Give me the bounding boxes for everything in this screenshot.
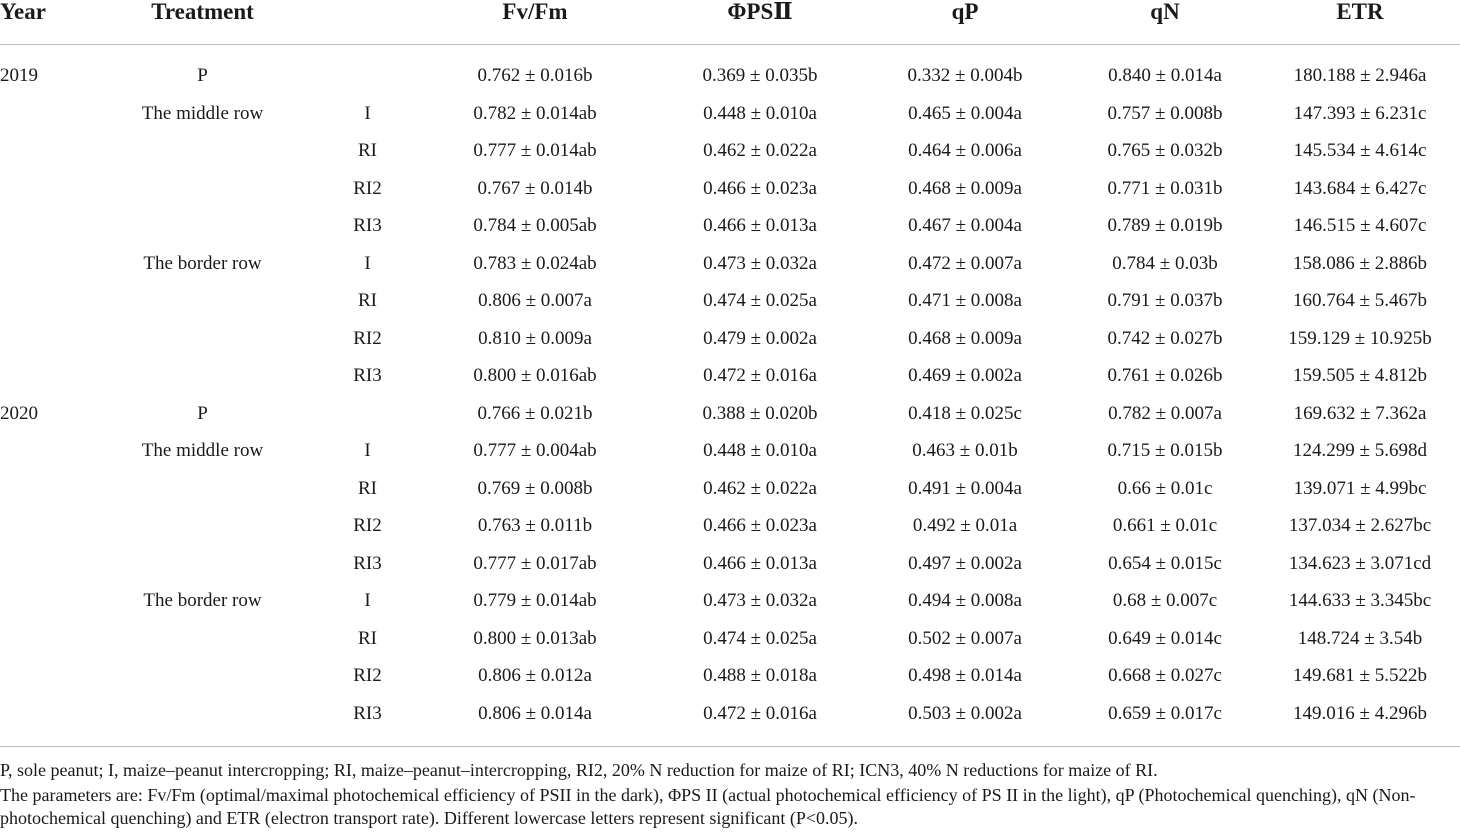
cell-etr: 159.505 ± 4.812b (1293, 365, 1427, 387)
cell-qp: 0.418 ± 0.025c (908, 402, 1022, 424)
cell-fvfm: 0.767 ± 0.014b (477, 177, 593, 199)
cell-qp: 0.492 ± 0.01a (912, 515, 1018, 537)
cell-subtreatment: I (364, 440, 371, 462)
table-row (0, 620, 1460, 658)
cell-subtreatment: RI (358, 290, 377, 312)
cell-qp: 0.494 ± 0.008a (908, 590, 1022, 612)
cell-year: 2020 (0, 402, 38, 424)
cell-qp: 0.491 ± 0.004a (908, 477, 1022, 499)
footnote-parameters: The parameters are: Fv/Fm (optimal/maximal photochemical efficiency of PSII in the dark), ΦPS II (actual photochemical efficiency of PS II in the light), qP (Photochemical quenching), qN (Non-photochemical quenching) and ETR (electron transport rate). Different lowercase letters represent significant (P<0.05). (0, 785, 1416, 828)
table-row (0, 45, 1460, 95)
cell-qn: 0.757 ± 0.008b (1107, 102, 1223, 124)
cell-fvfm: 0.779 ± 0.014ab (473, 590, 597, 612)
cell-etr: 137.034 ± 2.627bc (1288, 515, 1432, 537)
cell-fvfm: 0.806 ± 0.014a (478, 702, 592, 724)
cell-year (0, 545, 80, 583)
cell-treatment: P (197, 402, 208, 424)
cell-subtreatment: I (364, 590, 371, 612)
table-row (0, 657, 1460, 695)
header-year: Year (0, 0, 80, 45)
cell-treatment (80, 132, 325, 170)
cell-phipsii: 0.462 ± 0.022a (703, 140, 817, 162)
cell-fvfm: 0.777 ± 0.017ab (473, 552, 597, 574)
table-body (0, 45, 1460, 733)
cell-phipsii: 0.488 ± 0.018a (703, 665, 817, 687)
cell-treatment: P (197, 65, 208, 87)
cell-etr: 134.623 ± 3.071cd (1288, 552, 1432, 574)
table-row (0, 432, 1460, 470)
cell-year: 2019 (0, 65, 38, 87)
table-row (0, 132, 1460, 170)
cell-qn: 0.840 ± 0.014a (1108, 65, 1222, 87)
cell-subtreatment: RI (358, 477, 377, 499)
cell-subtreatment: RI3 (353, 552, 382, 574)
header-phipsii: ΦPSⅡ (660, 0, 860, 45)
cell-year (0, 582, 80, 620)
cell-year (0, 132, 80, 170)
cell-treatment: The middle row (141, 102, 264, 124)
cell-qn: 0.668 ± 0.027c (1108, 665, 1222, 687)
cell-year (0, 657, 80, 695)
cell-qn: 0.742 ± 0.027b (1107, 327, 1223, 349)
table-bottom-rule (0, 746, 1460, 747)
header-subtreatment (325, 0, 410, 45)
cell-fvfm: 0.777 ± 0.014ab (473, 140, 597, 162)
cell-subtreatment: RI2 (353, 177, 382, 199)
cell-year (0, 320, 80, 358)
cell-subtreatment: RI (358, 140, 377, 162)
table-row (0, 170, 1460, 208)
cell-year (0, 170, 80, 208)
header-fvfm: Fv/Fm (410, 0, 660, 45)
cell-treatment (80, 695, 325, 733)
cell-phipsii: 0.473 ± 0.032a (703, 590, 817, 612)
cell-qp: 0.465 ± 0.004a (908, 102, 1022, 124)
cell-etr: 158.086 ± 2.886b (1293, 252, 1427, 274)
cell-etr: 148.724 ± 3.54b (1297, 627, 1423, 649)
cell-fvfm: 0.800 ± 0.013ab (473, 627, 597, 649)
cell-etr: 169.632 ± 7.362a (1293, 402, 1427, 424)
cell-qp: 0.463 ± 0.01b (912, 440, 1018, 462)
cell-treatment (80, 657, 325, 695)
table-row (0, 545, 1460, 583)
cell-qn: 0.784 ± 0.03b (1112, 252, 1218, 274)
cell-subtreatment: RI3 (353, 365, 382, 387)
cell-treatment (80, 357, 325, 395)
cell-phipsii: 0.466 ± 0.023a (703, 177, 817, 199)
cell-qn: 0.66 ± 0.01c (1117, 477, 1213, 499)
cell-phipsii: 0.448 ± 0.010a (703, 102, 817, 124)
cell-phipsii: 0.466 ± 0.013a (703, 552, 817, 574)
header-treatment: Treatment (80, 0, 325, 45)
cell-phipsii: 0.462 ± 0.022a (703, 477, 817, 499)
cell-fvfm: 0.784 ± 0.005ab (473, 215, 597, 237)
cell-year (0, 357, 80, 395)
cell-fvfm: 0.777 ± 0.004ab (473, 440, 597, 462)
cell-qp: 0.502 ± 0.007a (908, 627, 1022, 649)
footnote-abbreviations: P, sole peanut; I, maize–peanut intercropping; RI, maize–peanut–intercropping, RI2, 20% N reduction for maize of RI; ICN3, 40% N reductions for maize of RI. (0, 760, 1158, 780)
cell-year (0, 507, 80, 545)
table-row (0, 282, 1460, 320)
cell-subtreatment: RI2 (353, 665, 382, 687)
cell-etr: 139.071 ± 4.99bc (1293, 477, 1427, 499)
table-row (0, 507, 1460, 545)
cell-phipsii: 0.479 ± 0.002a (703, 327, 817, 349)
cell-fvfm: 0.783 ± 0.024ab (473, 252, 597, 274)
cell-subtreatment: RI2 (353, 327, 382, 349)
cell-etr: 147.393 ± 6.231c (1293, 102, 1427, 124)
header-etr: ETR (1260, 0, 1460, 45)
cell-qp: 0.468 ± 0.009a (908, 327, 1022, 349)
cell-treatment (80, 620, 325, 658)
cell-qn: 0.765 ± 0.032b (1107, 140, 1223, 162)
cell-etr: 124.299 ± 5.698d (1293, 440, 1427, 462)
cell-qp: 0.497 ± 0.002a (908, 552, 1022, 574)
header-row (0, 0, 1460, 45)
cell-qp: 0.469 ± 0.002a (908, 365, 1022, 387)
cell-etr: 145.534 ± 4.614c (1293, 140, 1427, 162)
cell-qp: 0.503 ± 0.002a (908, 702, 1022, 724)
cell-phipsii: 0.472 ± 0.016a (703, 365, 817, 387)
cell-phipsii: 0.369 ± 0.035b (702, 65, 818, 87)
cell-qn: 0.771 ± 0.031b (1107, 177, 1223, 199)
cell-treatment: The middle row (141, 440, 264, 462)
cell-qn: 0.761 ± 0.026b (1107, 365, 1223, 387)
cell-subtreatment: RI3 (353, 702, 382, 724)
cell-phipsii: 0.388 ± 0.020b (702, 402, 818, 424)
cell-phipsii: 0.473 ± 0.032a (703, 252, 817, 274)
table-row (0, 320, 1460, 358)
cell-etr: 149.681 ± 5.522b (1293, 665, 1427, 687)
cell-year (0, 95, 80, 133)
cell-fvfm: 0.806 ± 0.007a (478, 290, 592, 312)
table-row (0, 95, 1460, 133)
cell-qp: 0.332 ± 0.004b (907, 65, 1023, 87)
cell-etr: 180.188 ± 2.946a (1293, 65, 1427, 87)
table-row (0, 470, 1460, 508)
cell-treatment (80, 545, 325, 583)
cell-fvfm: 0.800 ± 0.016ab (473, 365, 597, 387)
header-qn: qN (1070, 0, 1260, 45)
cell-subtreatment: RI2 (353, 515, 382, 537)
cell-qn: 0.715 ± 0.015b (1107, 440, 1223, 462)
cell-subtreatment: RI3 (353, 215, 382, 237)
cell-treatment (80, 470, 325, 508)
cell-treatment (80, 507, 325, 545)
cell-qn: 0.649 ± 0.014c (1108, 627, 1222, 649)
cell-year (0, 432, 80, 470)
cell-phipsii: 0.472 ± 0.016a (703, 702, 817, 724)
cell-phipsii: 0.474 ± 0.025a (703, 290, 817, 312)
cell-treatment (80, 320, 325, 358)
table-row (0, 582, 1460, 620)
header-qp: qP (860, 0, 1070, 45)
cell-subtreatment: RI (358, 627, 377, 649)
cell-etr: 160.764 ± 5.467b (1293, 290, 1427, 312)
cell-subtreatment (325, 395, 410, 433)
cell-subtreatment (325, 45, 410, 95)
cell-etr: 149.016 ± 4.296b (1293, 702, 1427, 724)
cell-year (0, 245, 80, 283)
cell-qp: 0.467 ± 0.004a (908, 215, 1022, 237)
cell-qn: 0.791 ± 0.037b (1107, 290, 1223, 312)
cell-qn: 0.654 ± 0.015c (1108, 552, 1222, 574)
cell-year (0, 695, 80, 733)
cell-year (0, 282, 80, 320)
cell-fvfm: 0.782 ± 0.014ab (473, 102, 597, 124)
cell-phipsii: 0.466 ± 0.023a (703, 515, 817, 537)
cell-etr: 146.515 ± 4.607c (1293, 215, 1427, 237)
cell-fvfm: 0.763 ± 0.011b (477, 515, 593, 537)
cell-fvfm: 0.806 ± 0.012a (478, 665, 592, 687)
cell-qp: 0.498 ± 0.014a (908, 665, 1022, 687)
cell-treatment: The border row (143, 252, 262, 274)
cell-etr: 144.633 ± 3.345bc (1288, 590, 1432, 612)
cell-year (0, 470, 80, 508)
cell-qn: 0.68 ± 0.007c (1112, 590, 1218, 612)
cell-year (0, 620, 80, 658)
cell-treatment: The border row (143, 590, 262, 612)
cell-fvfm: 0.762 ± 0.016b (477, 65, 593, 87)
cell-qp: 0.471 ± 0.008a (908, 290, 1022, 312)
table-row (0, 357, 1460, 395)
cell-qn: 0.782 ± 0.007a (1108, 402, 1222, 424)
cell-fvfm: 0.810 ± 0.009a (478, 327, 592, 349)
cell-fvfm: 0.769 ± 0.008b (477, 477, 593, 499)
cell-phipsii: 0.466 ± 0.013a (703, 215, 817, 237)
table-row (0, 695, 1460, 733)
table-row (0, 207, 1460, 245)
table-row (0, 395, 1460, 433)
table-row (0, 245, 1460, 283)
cell-year (0, 207, 80, 245)
cell-qn: 0.661 ± 0.01c (1112, 515, 1218, 537)
cell-treatment (80, 170, 325, 208)
cell-treatment (80, 207, 325, 245)
cell-fvfm: 0.766 ± 0.021b (477, 402, 593, 424)
cell-subtreatment: I (364, 252, 371, 274)
cell-qp: 0.472 ± 0.007a (908, 252, 1022, 274)
cell-qn: 0.789 ± 0.019b (1107, 215, 1223, 237)
cell-qp: 0.468 ± 0.009a (908, 177, 1022, 199)
cell-qp: 0.464 ± 0.006a (908, 140, 1022, 162)
cell-phipsii: 0.474 ± 0.025a (703, 627, 817, 649)
cell-phipsii: 0.448 ± 0.010a (703, 440, 817, 462)
cell-etr: 143.684 ± 6.427c (1293, 177, 1427, 199)
cell-treatment (80, 282, 325, 320)
cell-subtreatment: I (364, 102, 371, 124)
cell-etr: 159.129 ± 10.925b (1288, 327, 1432, 349)
cell-qn: 0.659 ± 0.017c (1108, 702, 1222, 724)
